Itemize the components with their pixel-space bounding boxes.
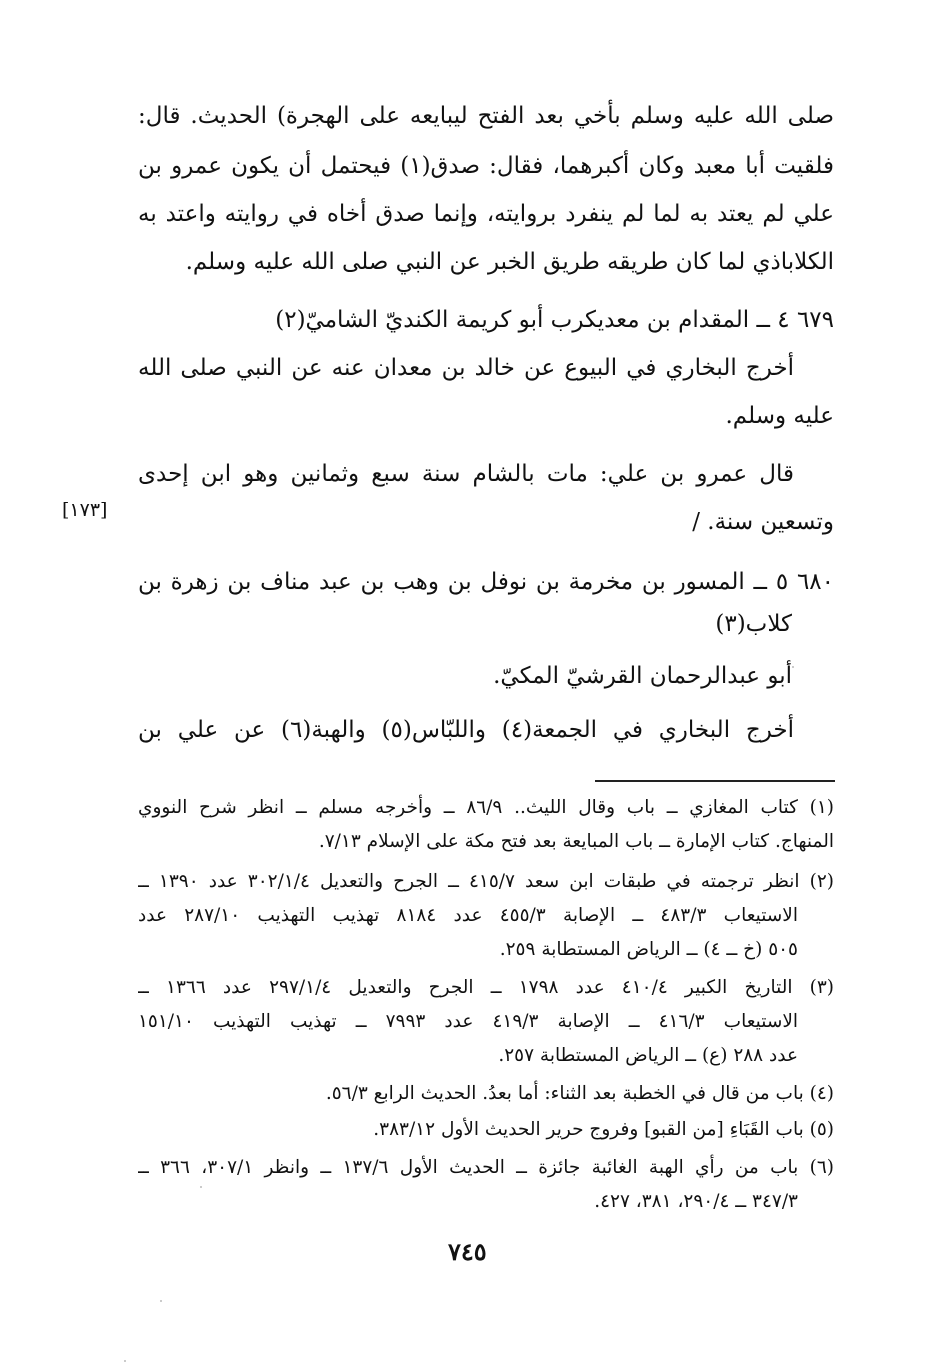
footnote-separator	[595, 780, 835, 782]
page-number: ٧٤٥	[448, 1237, 487, 1266]
body-line: صلى الله عليه وسلم بأخي بعد الفتح ليبايعه على الهجرة) الحديث. قال:	[138, 103, 834, 129]
body-line: عليه وسلم.	[725, 403, 834, 429]
footnote-line: ٣٤٧/٣ ــ ٢٩٠/٤، ٣٨١، ٤٢٧.	[594, 1191, 798, 1212]
footnote-line: عدد ٢٨٨ (ع) ــ الرياض المستطابة ٢٥٧.	[498, 1045, 798, 1066]
footnote-line: (٢) انظر ترجمته في طبقات ابن سعد ٤١٥/٧ ــ الجرح والتعديل ٣٠٢/١/٤ عدد ١٣٩٠ ــ	[138, 871, 834, 892]
footnote-line: الاستيعاب ٤١٦/٣ ــ الإصابة ٤١٩/٣ عدد ٧٩٩٣ ــ تهذيب التهذيب ١٥١/١٠	[138, 1011, 798, 1032]
footnote-line: المنهاج. كتاب الإمارة ــ باب المبايعة بعد فتح مكة على الإسلام ٧/١٣.	[318, 831, 834, 852]
scan-speck	[200, 1186, 202, 1188]
footnote-line: (٣) التاريخ الكبير ٤١٠/٤ عدد ١٧٩٨ ــ الجرح والتعديل ٢٩٧/١/٤ عدد ١٣٦٦ ــ	[138, 977, 834, 998]
scan-speck	[792, 666, 794, 668]
body-line: الكلاباذي لما كان طريقه طريق الخبر عن النبي صلى الله عليه وسلم.	[185, 249, 834, 275]
footnote-line: (١) كتاب المغازي ــ باب وقال الليث.. ٨٦/٩ ــ وأخرجه مسلم ــ انظر شرح النووي	[138, 797, 834, 818]
scan-speck	[124, 1360, 126, 1362]
footnote-line: الاستيعاب ٤٨٣/٣ ــ الإصابة ٤٥٥/٣ عدد ٨١٨٤ تهذيب التهذيب ٢٨٧/١٠ عدد	[138, 905, 798, 926]
margin-page-reference: [١٧٣]	[62, 499, 108, 521]
footnote-line: (٥) باب القَبَاءِ [من القبو] وفروج حرير الحديث الأول ٣٨٣/١٢.	[373, 1119, 834, 1140]
scan-speck	[160, 1300, 162, 1302]
footnote-line: (٤) باب من قال في الخطبة بعد الثناء: أما بعدُ. الحديث الرابع ٥٦/٣.	[325, 1083, 834, 1104]
body-line: علي لم يعتد به لما لم ينفرد بروايته، وإنما صدق أخاه في روايته واعتد به	[138, 201, 834, 227]
body-line: أخرج البخاري في البيوع عن خالد بن معدان عنه عن النبي صلى الله	[138, 355, 794, 381]
entry-heading-680-cont: كلاب(٣)	[715, 611, 792, 637]
footnote-line: (٦) باب من رأي الهبة الغائبة جائزة ــ الحديث الأول ١٣٧/٦ ــ وانظر ٣٠٧/١، ٣٦٦ ــ	[138, 1157, 834, 1178]
body-line: وتسعين سنة. /	[692, 509, 834, 535]
body-line: قال عمرو بن علي: مات بالشام سنة سبع وثمانين وهو ابن إحدى	[138, 461, 794, 487]
body-line: فلقيت أبا معبد وكان أكبرهما، فقال: صدق(١) فيحتمل أن يكون عمرو بن	[138, 153, 834, 179]
footnote-line: ٥٠٥ (خ ــ ٤) ــ الرياض المستطابة ٢٥٩.	[499, 939, 798, 960]
entry-heading-679: ٦٧٩ ٤ ــ المقدام بن معديكرب أبو كريمة الكنديّ الشاميّ(٢)	[275, 307, 834, 333]
body-line: أبو عبدالرحمان القرشيّ المكيّ.	[493, 663, 792, 689]
body-line: أخرج البخاري في الجمعة(٤) واللبّاس(٥) والهبة(٦) عن علي بن	[138, 717, 794, 743]
entry-heading-680: ٦٨٠ ٥ ــ المسور بن مخرمة بن نوفل بن وهب بن عبد مناف بن زهرة بن	[138, 569, 834, 595]
